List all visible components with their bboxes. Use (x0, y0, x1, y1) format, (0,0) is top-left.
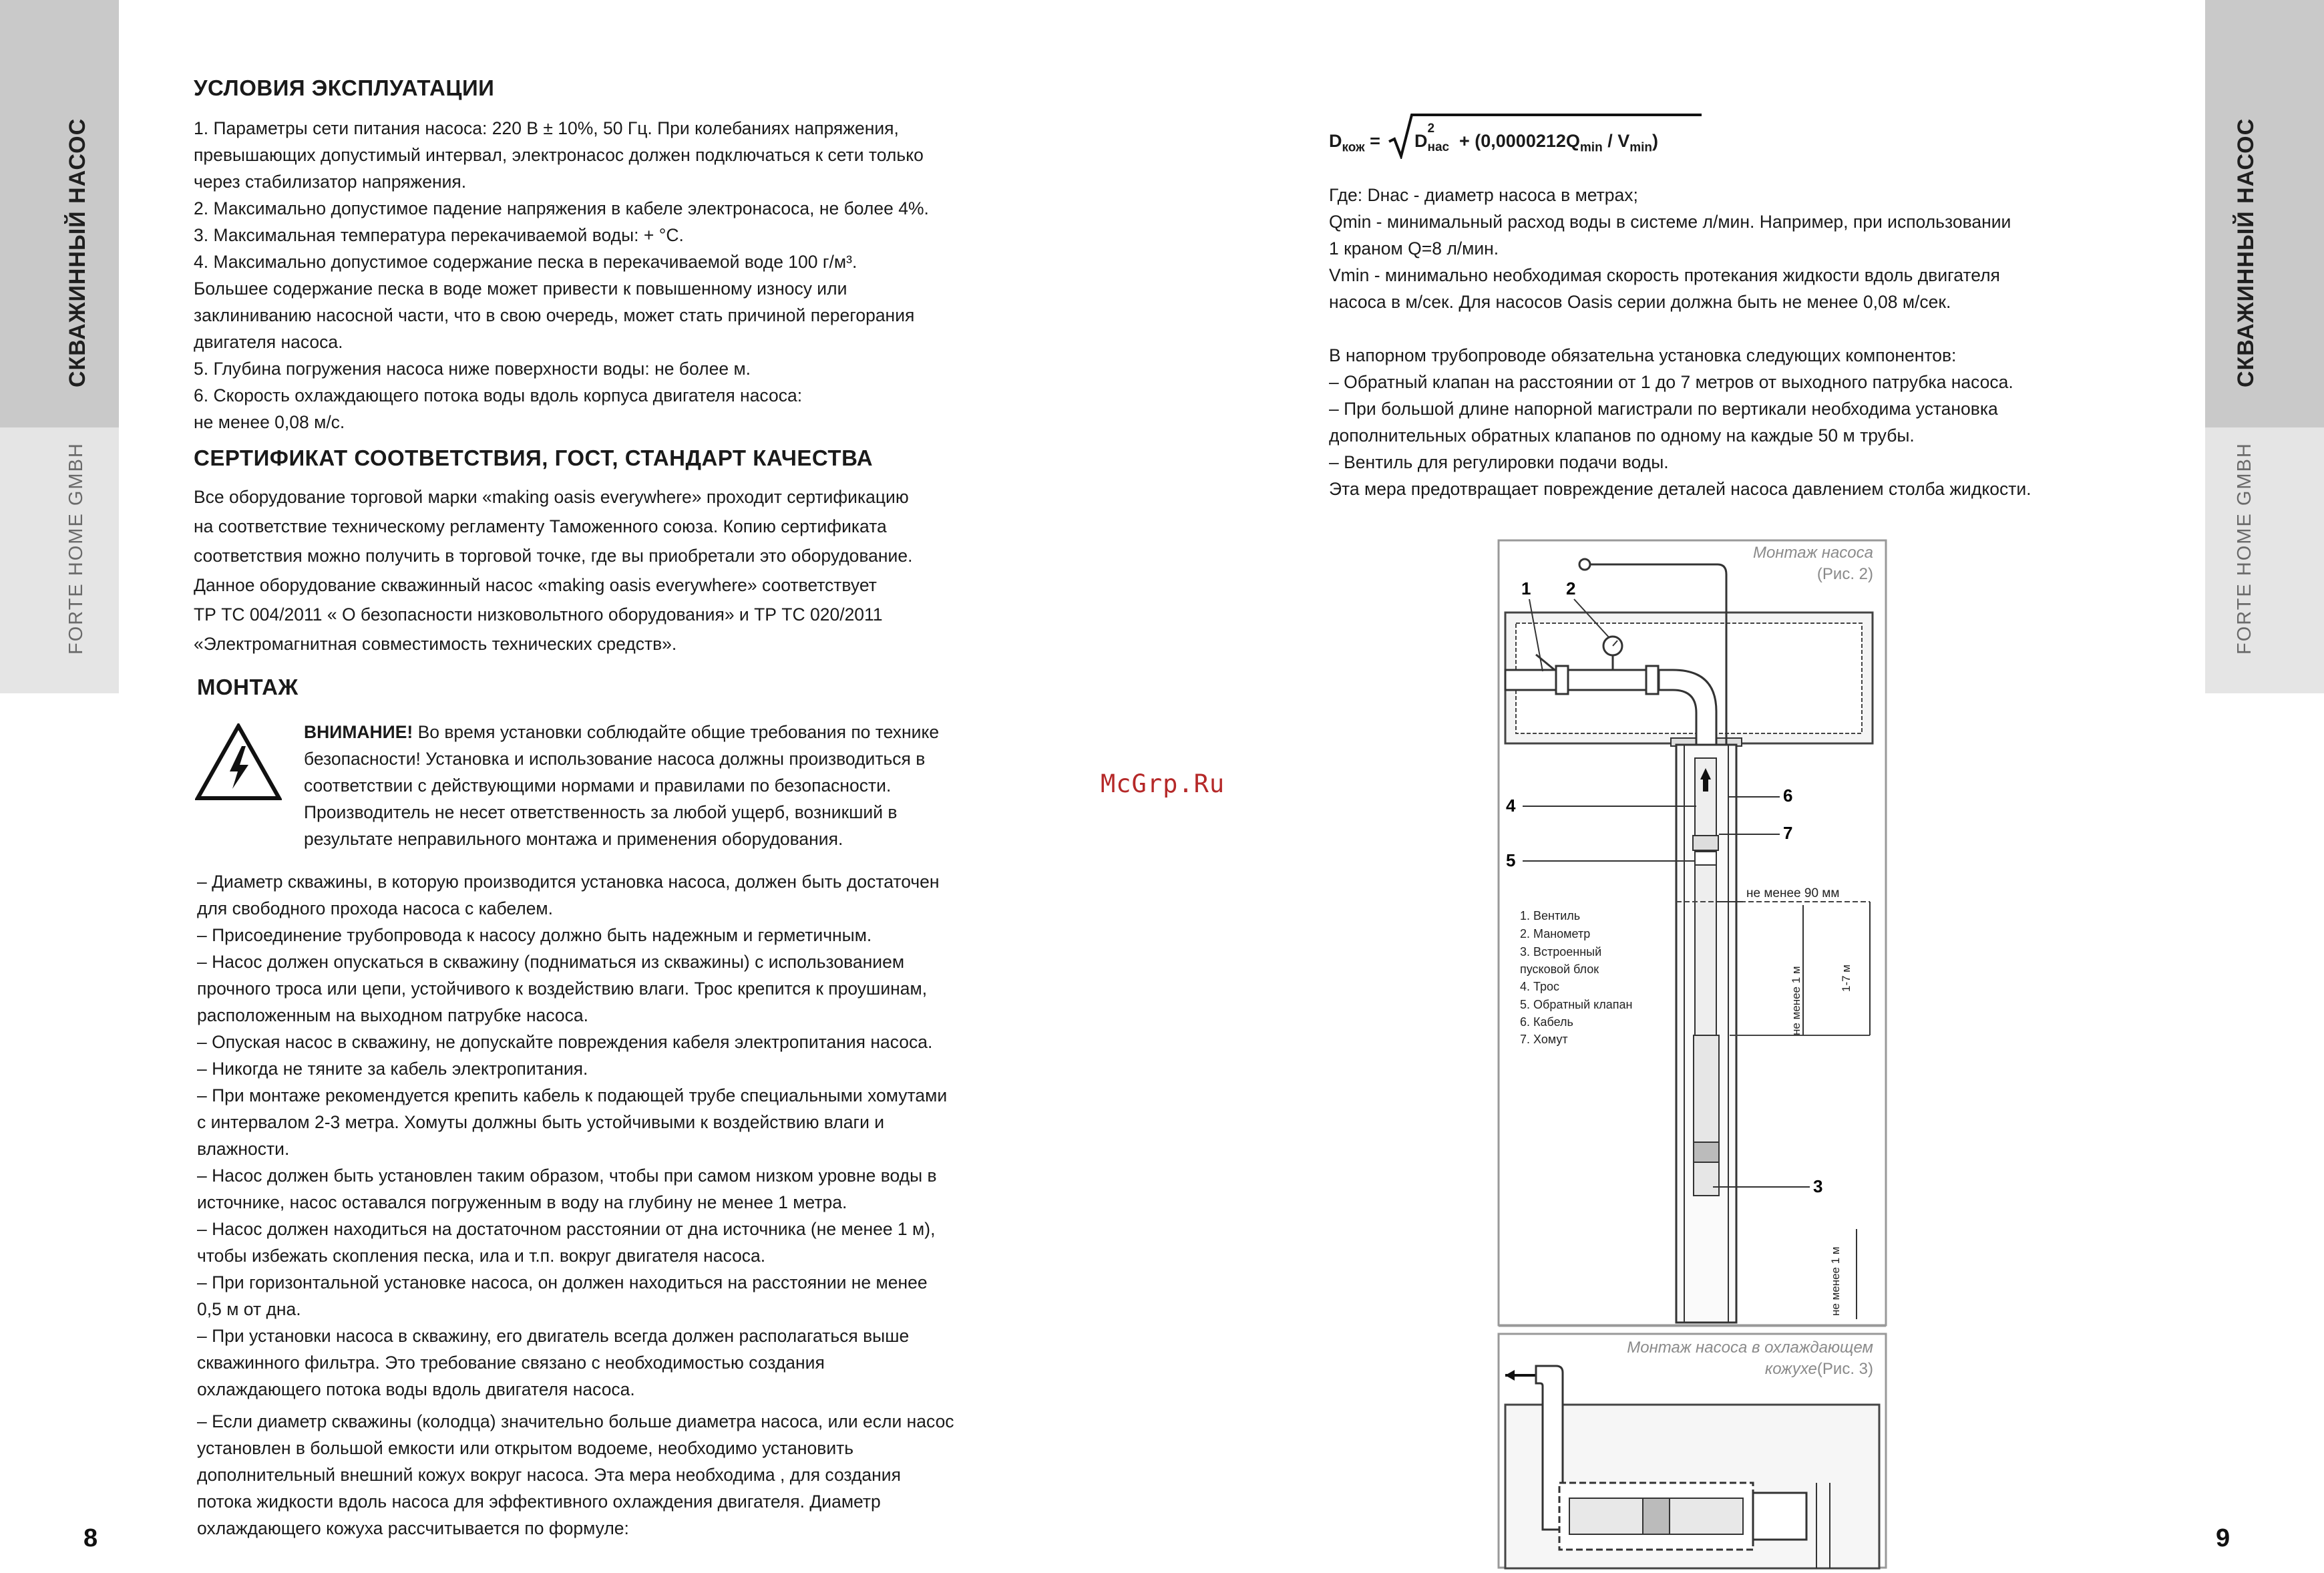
svg-text:1. Вентиль: 1. Вентиль (1520, 909, 1581, 922)
formula-legend-text: Где: Dнас - диаметр насоса в метрах; Qmin - минимальный расход воды в системе л/мин. Например, при использовании 1 краном Q=8 л/мин. Vmin - минимально необходимая скорость протекания жидкости вдоль двигателя насоса в м/сек. Для насосов Oasis серии должна быть не менее 0,08 м/сек. (1329, 185, 2011, 312)
svg-text:5. Обратный клапан: 5. Обратный клапан (1520, 998, 1633, 1011)
fig2-title: Монтаж насоса (1752, 544, 1873, 562)
certificate-text: Все оборудование торговой марки «making oasis everywhere» проходит сертификацию на соответствие техническому регламенту Таможенного союза. Копию сертификата соответствия можно получить в торговой точке, где вы приобретали это оборудование. Данное оборудование скважинный насос «making oasis everywhere» соответствует ТР ТС 004/2011 « О безопасности низковольтного оборудования» и ТР ТС 020/2011 «Электромагнитная совместимость технических средств». (194, 487, 913, 654)
callout-5: 5 (1506, 850, 1516, 870)
high-voltage-warning-icon (195, 723, 282, 801)
callout-4: 4 (1506, 796, 1516, 816)
right-side-tab-light (2205, 427, 2324, 693)
callout-1: 1 (1521, 578, 1531, 598)
right-side-title: СКВАЖИННЫЙ НАСОС (2233, 118, 2259, 387)
fig2-dim-bottom: не менее 1 м (1829, 1246, 1842, 1316)
callout-6: 6 (1783, 785, 1793, 806)
svg-text:пусковой блок: пусковой блок (1520, 963, 1599, 976)
svg-text:2. Манометр: 2. Манометр (1520, 927, 1591, 940)
warning-text: ВНИМАНИЕ! Во время установки соблюдайте общие требования по технике безопасности! Установка и использование насоса должны производиться в соответствии с действующими нормами и правилами по безопасности. Производитель не несет ответственность за любой ущерб, возникший в результате неправильного монтажа и применения оборудования. (304, 722, 940, 849)
svg-text:4. Трос: 4. Трос (1520, 980, 1560, 993)
fig3-title: Монтаж насоса в охлаждающем (1627, 1339, 1873, 1357)
warning-label: ВНИМАНИЕ! (304, 722, 413, 742)
left-side-title: СКВАЖИННЫЙ НАСОС (65, 118, 90, 387)
fig3-ref: (Рис. 3) (1816, 1360, 1873, 1378)
fig2-ref: (Рис. 2) (1816, 565, 1873, 583)
mounting-text: – Диаметр скважины, в которую производится установка насоса, должен быть достаточен для свободного прохода насоса с кабелем. – Присоединение трубопровода к насосу должно быть надежным и герметичным. – Насос должен опускаться в скважину (подниматься из скважины) с использованием прочного троса или цепи, устойчивого к воздействию влаги. Трос крепится к проушинам, расположенным на выходном патрубке насоса. – Опуская насос в скважину, не допускайте повреждения кабеля электропитания насоса. – Никогда не тяните за кабель электропитания. – При монтаже рекомендуется крепить кабель к подающей трубе специальными хомутами с интервалом 2-3 метра. Хомуты должны быть устойчивыми к воздействию влаги и влажности. – Насос должен быть установлен таким образом, чтобы при самом низком уровне воды в источнике, насос оставался погруженным в воду на глубину не менее 1 метра. – Насос должен находиться на достаточном расстоянии от дна источника (не менее 1 м), чтобы избежать скопления песка, ила и т.п. вокруг двигателя насоса. – При горизонтальной установке насоса, он должен находиться на расстоянии не менее 0,5 м от дна. – При установки насоса в скважину, его двигатель всегда должен располагаться выше скважинного фильтра. Это требование связано с необходимостью создания охлаждающего потока воды вдоль двигателя насоса. – Если диаметр скважины (колодца) значительно больше диаметра насоса, или если насос установлен в большой емкости или открытом водоеме, необходимо установить дополнительный внешний кожух вокруг насоса. Эта мера необходима , для создания потока жидкости вдоль насоса для эффективного охлаждения двигателя. Диаметр охлаждающего кожуха рассчитывается по формуле: (197, 872, 954, 1538)
mounting-heading: МОНТАЖ (197, 675, 299, 699)
fig2-legend (1520, 909, 1632, 1046)
figure-cooling-jacket (1496, 1333, 1890, 1570)
fig3-ref-line (1765, 1360, 1873, 1378)
callout-2: 2 (1566, 578, 1576, 598)
left-side-tab-light (0, 427, 119, 693)
figure-pump-installation (1496, 538, 1890, 1329)
svg-text:7. Хомут: 7. Хомут (1520, 1033, 1568, 1046)
page-number-left: 8 (83, 1524, 98, 1552)
conditions-heading: УСЛОВИЯ ЭКСПЛУАТАЦИИ (194, 75, 495, 100)
callout-7: 7 (1783, 823, 1793, 843)
certificate-heading: СЕРТИФИКАТ СООТВЕТСТВИЯ, ГОСТ, СТАНДАРТ КАЧЕСТВА (194, 446, 874, 470)
left-side-tab-dark (0, 0, 119, 427)
fig2-dim-depth: не менее 1 м (1790, 966, 1802, 1035)
left-side-brand: FORTE HOME GMBH (65, 442, 87, 655)
conditions-text: 1. Параметры сети питания насоса: 220 В ± 10%, 50 Гц. При колебаниях напряжения, превышающих допустимый интервал, электронасос должен подключаться к сети только через стабилизатор напряжения. 2. Максимально допустимое падение напряжения в кабеле электронасоса, не более 4%. 3. Максимальная температура перекачиваемой воды: + °С. 4. Максимально допустимое содержание песка в перекачиваемой воде 100 г/м³. Большее содержание песка в воде может привести к повышенному износу или заклиниванию насосной части, что в свою очередь, может стать причиной перегорания двигателя насоса. 5. Глубина погружения насоса ниже поверхности воды: не более м. 6. Скорость охлаждающего потока воды вдоль корпуса двигателя насоса: не менее 0,08 м/с. (194, 118, 929, 432)
callout-3: 3 (1813, 1176, 1823, 1196)
right-side-tab-dark (2205, 0, 2324, 427)
fig2-dim-range: 1-7 м (1840, 965, 1853, 992)
fig3-title2: кожухе (1764, 1360, 1817, 1378)
right-side-brand: FORTE HOME GMBH (2234, 442, 2255, 655)
svg-text:6. Кабель: 6. Кабель (1520, 1015, 1573, 1029)
fig2-dim-top: не менее 90 мм (1746, 886, 1840, 900)
cooling-jacket-formula: $D_{кож}$ = D 2 нас + $(0,0000212Q_{min} / V_{min})$ (1329, 112, 1703, 166)
page-number-right: 9 (2216, 1524, 2231, 1552)
svg-text:3. Встроенный: 3. Встроенный (1520, 945, 1602, 958)
pipeline-text: В напорном трубопроводе обязательна установка следующих компонентов: – Обратный клапан на расстоянии от 1 до 7 метров от выходного патрубка насоса. – При большой длине напорной магистрали по вертикали необходима установка дополнительных обратных клапанов по одному на каждые 50 м трубы. – Вентиль для регулировки подачи воды. Эта мера предотвращает повреждение деталей насоса давлением столба жидкости. (1329, 345, 2031, 499)
watermark: McGrp.Ru (1101, 769, 1225, 798)
